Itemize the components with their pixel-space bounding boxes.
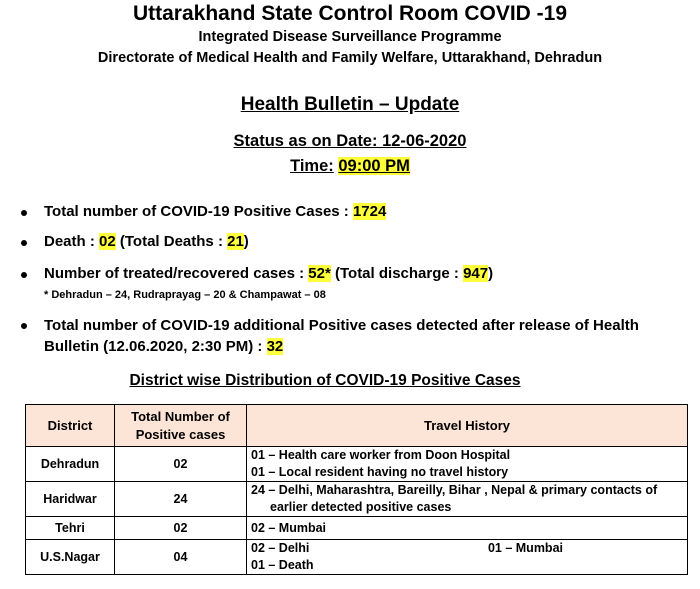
death-label: Death : xyxy=(44,233,95,250)
recovered-value: 52* xyxy=(308,265,331,282)
travel-line: earlier detected positive cases xyxy=(270,500,452,514)
page-subtitle-directorate: Directorate of Medical Health and Family Welfare, Uttarakhand, Dehradun xyxy=(97,50,603,66)
additional-cases-text: Total number of COVID-19 additional Positive cases detected after release of Health Bulletin (12.06.2020, 2:30 PM) : xyxy=(44,317,639,355)
table-row xyxy=(26,482,688,517)
table-header-row xyxy=(26,405,688,447)
bullet-recovered xyxy=(18,265,493,282)
travel-line: 01 – Mumbai xyxy=(487,541,563,555)
death-total-value: 21 xyxy=(227,233,244,250)
death-close: ) xyxy=(243,233,249,250)
cases-cell: 02 xyxy=(115,447,247,482)
travel-cell xyxy=(247,482,688,517)
travel-line: 02 – Mumbai xyxy=(251,520,327,535)
page-title: Uttarakhand State Control Room COVID -19 xyxy=(132,2,568,25)
recovered-label: Number of treated/recovered cases : xyxy=(44,265,305,282)
header-total-cases: Total Number of Positive cases xyxy=(115,405,247,447)
travel-line: 01 – Health care worker from Doon Hospital xyxy=(251,448,511,462)
bullet-total-cases xyxy=(18,203,386,220)
bullet-dot-icon xyxy=(21,240,27,246)
time-value: 09:00 PM xyxy=(338,157,410,175)
bulletin-heading xyxy=(0,94,700,116)
status-date-text: Status as on Date: 12-06-2020 xyxy=(233,132,467,150)
bullet-dot-icon xyxy=(21,272,27,278)
district-table-title: District wise Distribution of COVID-19 Positive Cases xyxy=(129,372,521,389)
travel-cell xyxy=(247,517,688,540)
district-table xyxy=(25,404,688,575)
cases-cell: 02 xyxy=(115,517,247,540)
cases-cell: 24 xyxy=(115,482,247,517)
district-cell: U.S.Nagar xyxy=(26,540,115,575)
total-cases-value: 1724 xyxy=(352,203,387,220)
travel-cell xyxy=(247,447,688,482)
travel-line: 24 – Delhi, Maharashtra, Bareilly, Bihar , Nepal & primary contacts of xyxy=(251,483,658,497)
discharge-value: 947 xyxy=(463,265,489,282)
travel-line-group xyxy=(251,540,683,557)
discharge-label: (Total discharge : xyxy=(334,265,459,282)
district-cell: Haridwar xyxy=(26,482,115,517)
status-time xyxy=(0,157,700,176)
travel-line: 01 – Death xyxy=(251,558,314,572)
death-value: 02 xyxy=(99,233,116,250)
additional-cases-value: 32 xyxy=(266,338,284,355)
header-travel-history: Travel History xyxy=(247,405,688,447)
district-cell: Tehri xyxy=(26,517,115,540)
table-row xyxy=(26,447,688,482)
recovered-note: * Dehradun – 24, Rudraprayag – 20 & Champawat – 08 xyxy=(44,289,326,301)
header-district: District xyxy=(26,405,115,447)
bullet-deaths xyxy=(18,233,249,250)
status-date xyxy=(0,132,700,151)
travel-line: 01 – Local resident having no travel history xyxy=(251,465,509,479)
table-row xyxy=(26,517,688,540)
bullet-dot-icon xyxy=(21,210,27,216)
discharge-close: ) xyxy=(488,265,494,282)
total-cases-label: Total number of COVID-19 Positive Cases : xyxy=(44,203,349,220)
cases-cell: 04 xyxy=(115,540,247,575)
page-subtitle-programme: Integrated Disease Surveillance Programme xyxy=(198,29,502,45)
district-cell: Dehradun xyxy=(26,447,115,482)
table-row xyxy=(26,540,688,575)
travel-line: 02 – Delhi xyxy=(251,541,310,555)
time-label: Time: xyxy=(290,157,334,175)
travel-cell xyxy=(247,540,688,575)
death-total-label: (Total Deaths : xyxy=(119,233,223,250)
bullet-dot-icon xyxy=(21,323,27,329)
bullet-additional-cases xyxy=(18,315,692,357)
bulletin-heading-text: Health Bulletin – Update xyxy=(240,94,460,115)
